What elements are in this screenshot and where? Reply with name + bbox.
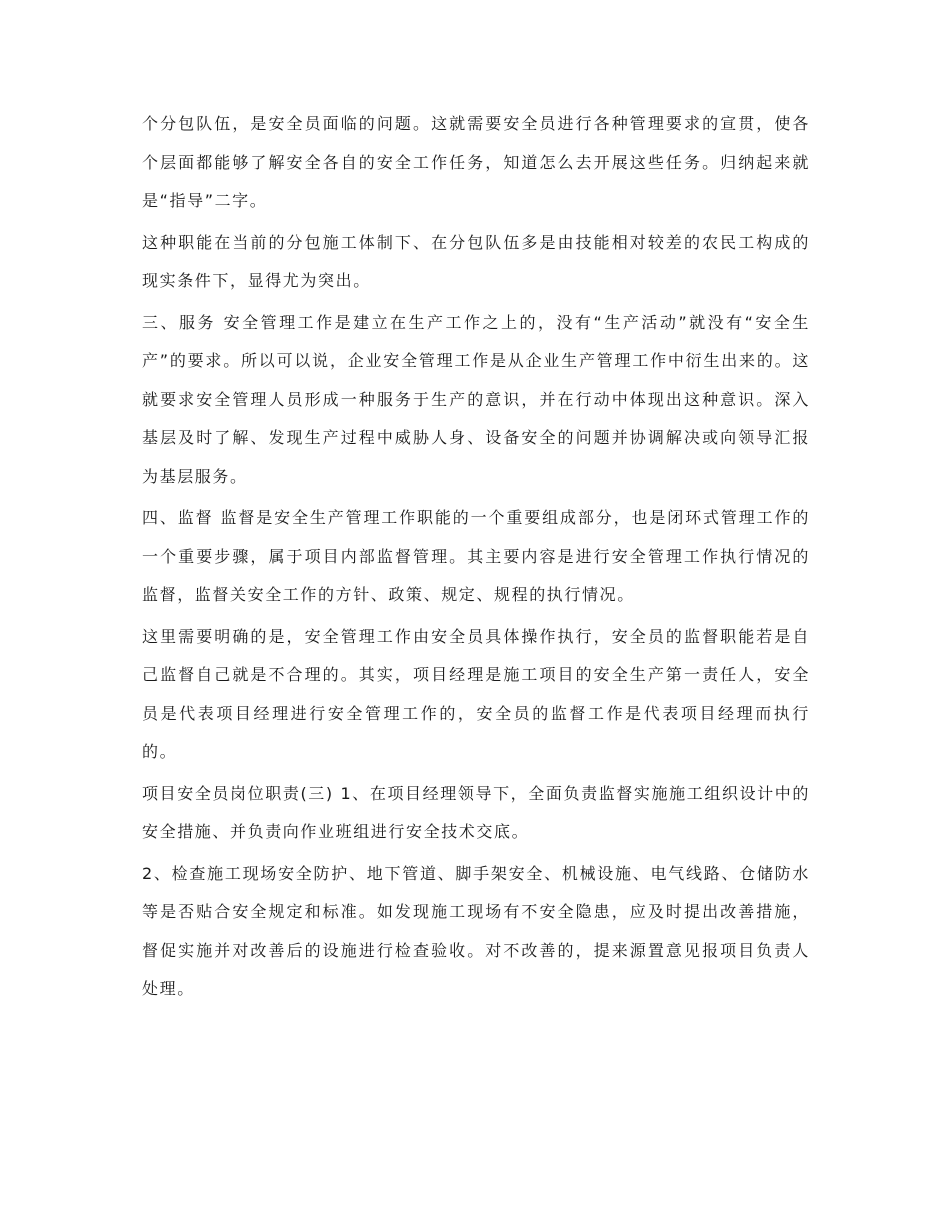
paragraph-5: 这里需要明确的是，安全管理工作由安全员具体操作执行，安全员的监督职能若是自己监督自己就是不合理的。其实，项目经理是施工项目的安全生产第一责任人，安全员是代表项目经理进行安全管理工作的，安全员的监督工作是代表项目经理而执行的。 (142, 626, 810, 761)
paragraph-4: 四、监督 监督是安全生产管理工作职能的一个重要组成部分，也是闭环式管理工作的一个重要步骤，属于项目内部监督管理。其主要内容是进行安全管理工作执行情况的监督，监督关安全工作的方针、政策、规定、规程的执行情况。 (142, 508, 810, 604)
document-body (142, 105, 810, 1012)
paragraph-6: 项目安全员岗位职责(三) 1、在项目经理领导下，全面负责监督实施施工组织设计中的安全措施、并负责向作业班组进行安全技术交底。 (142, 783, 810, 841)
paragraph-3: 三、服务 安全管理工作是建立在生产工作之上的，没有“生产活动”就没有“安全生产”的要求。所以可以说，企业安全管理工作是从企业生产管理工作中衍生出来的。这就要求安全管理人员形成一种服务于生产的意识，并在行动中体现出这种意识。深入基层及时了解、发现生产过程中威胁人身、设备安全的问题并协调解决或向领导汇报为基层服务。 (142, 312, 810, 486)
paragraph-7: 2、检查施工现场安全防护、地下管道、脚手架安全、机械设施、电气线路、仓储防水等是否贴合安全规定和标准。如发现施工现场有不安全隐患，应及时提出改善措施，督促实施并对改善后的设施进行检查验收。对不改善的，提来源置意见报项目负责人处理。 (142, 863, 810, 998)
paragraph-2: 这种职能在当前的分包施工体制下、在分包队伍多是由技能相对较差的农民工构成的现实条件下，显得尤为突出。 (142, 232, 810, 290)
paragraph-1: 个分包队伍，是安全员面临的问题。这就需要安全员进行各种管理要求的宣贯，使各个层面都能够了解安全各自的安全工作任务，知道怎么去开展这些任务。归纳起来就是“指导”二字。 (142, 114, 810, 210)
